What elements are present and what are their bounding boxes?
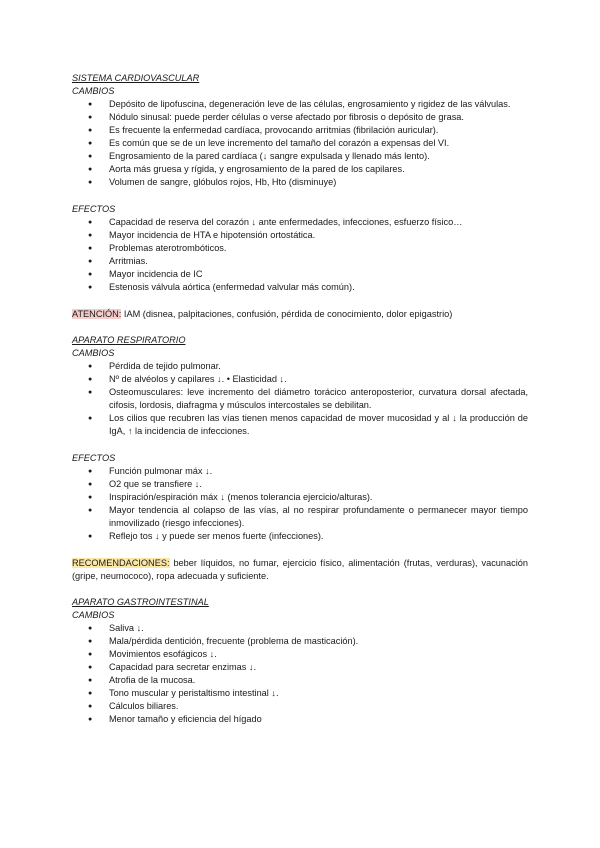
recomendaciones-note (72, 557, 528, 583)
list-item: ● Mala/pérdida dentición, frecuente (problema de masticación). (72, 635, 528, 648)
list-item: ● Engrosamiento de la pared cardíaca (↓ sangre expulsada y llenado más lento). (72, 150, 528, 163)
atencion-text: IAM (disnea, palpitaciones, confusión, pérdida de conocimiento, dolor epigastrio) (121, 309, 453, 319)
subheading-cambios: CAMBIOS (72, 86, 115, 96)
list-item: ● Capacidad de reserva del corazón ↓ ante enfermedades, infecciones, esfuerzo físico… (72, 216, 528, 229)
list-resp-efectos (72, 465, 528, 543)
list-item: ● Es común que se de un leve incremento del tamaño del corazón a expensas del VI. (72, 137, 528, 150)
atencion-note (72, 308, 528, 321)
list-item: ● Pérdida de tejido pulmonar. (72, 360, 528, 373)
subheading-efectos: EFECTOS (72, 204, 116, 214)
list-item: ● Mayor incidencia de HTA e hipotensión ortostática. (72, 229, 528, 242)
list-item: ● Nódulo sinusal: puede perder células o verse afectado por fibrosis o depósito de grasa. (72, 111, 528, 124)
section-title-respiratorio: APARATO RESPIRATORIO (72, 335, 186, 345)
list-item: ● Cálculos biliares. (72, 700, 528, 713)
list-item: ● Depósito de lipofuscina, degeneración leve de las células, engrosamiento y rigidez de las válvulas. (72, 98, 528, 111)
section-title-cardiovascular: SISTEMA CARDIOVASCULAR (72, 73, 200, 83)
list-item: ● Es frecuente la enfermedad cardíaca, provocando arritmias (fibrilación auricular). (72, 124, 528, 137)
list-item: ● Tono muscular y peristaltismo intestinal ↓. (72, 687, 528, 700)
list-cardio-efectos (72, 216, 528, 294)
list-item: ● O2 que se transfiere ↓. (72, 478, 528, 491)
list-resp-cambios (72, 360, 528, 438)
list-item: ● Osteomusculares: leve incremento del diámetro torácico anteroposterior, curvatura dorsal afectada, cifosis, lordosis, diafragma y músculos intercostales se debilitan. (72, 386, 528, 412)
list-item: ● Mayor incidencia de IC (72, 268, 528, 281)
subheading-efectos: EFECTOS (72, 453, 116, 463)
list-cardio-cambios (72, 98, 528, 189)
list-item: ● Inspiración/espiración máx ↓ (menos tolerancia ejercicio/alturas). (72, 491, 528, 504)
list-gastro-cambios (72, 622, 528, 726)
list-item: ● Estenosis válvula aórtica (enfermedad valvular más común). (72, 281, 528, 294)
atencion-label: ATENCIÓN: (72, 309, 122, 319)
list-item: ● Atrofia de la mucosa. (72, 674, 528, 687)
list-item: ● Capacidad para secretar enzimas ↓. (72, 661, 528, 674)
list-item: ● Menor tamaño y eficiencia del hígado (72, 713, 528, 726)
subheading-cambios: CAMBIOS (72, 610, 115, 620)
list-item: ● Aorta más gruesa y rígida, y engrosamiento de la pared de los capilares. (72, 163, 528, 176)
list-item: ● Problemas aterotrombóticos. (72, 242, 528, 255)
list-item: ● Volumen de sangre, glóbulos rojos, Hb, Hto (disminuye) (72, 176, 528, 189)
list-item: ● Nº de alvéolos y capilares ↓. • Elasticidad ↓. (72, 373, 528, 386)
list-item: ● Mayor tendencia al colapso de las vías, al no respirar profundamente o permanecer mayor tiempo inmovilizado (riesgo infecciones). (72, 504, 528, 530)
list-item: ● Arritmias. (72, 255, 528, 268)
subheading-cambios: CAMBIOS (72, 348, 115, 358)
list-item: ● Función pulmonar máx ↓. (72, 465, 528, 478)
section-title-gastrointestinal: APARATO GASTROINTESTINAL (72, 597, 209, 607)
list-item: ● Reflejo tos ↓ y puede ser menos fuerte (infecciones). (72, 530, 528, 543)
list-item: ● Saliva ↓. (72, 622, 528, 635)
list-item: ● Los cilios que recubren las vías tienen menos capacidad de mover mucosidad y al ↓ la producción de IgA, ↑ la incidencia de infecciones. (72, 412, 528, 438)
recomendaciones-text: beber líquidos, no fumar, ejercicio físico, alimentación (frutas, verduras), vacunación (gripe, neumococo), ropa adecuada y suficiente. (72, 558, 528, 581)
recomendaciones-label: RECOMENDACIONES: (72, 558, 170, 568)
list-item: ● Movimientos esofágicos ↓. (72, 648, 528, 661)
document-content (72, 72, 528, 726)
